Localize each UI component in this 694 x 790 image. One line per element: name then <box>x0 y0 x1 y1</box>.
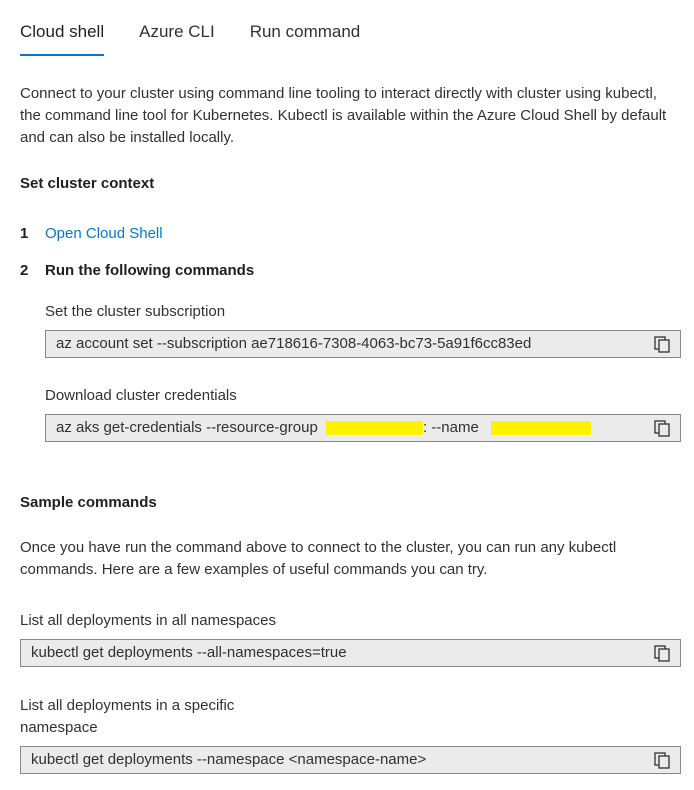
credentials-command-part2: --name <box>431 419 479 436</box>
copy-icon[interactable] <box>654 645 670 662</box>
tab-bar <box>20 22 395 56</box>
tab-azure-cli[interactable]: Azure CLI <box>139 22 215 41</box>
credentials-command-box: az aks get-credentials --resource-group : --name <box>45 414 681 442</box>
tab-cloud-shell[interactable]: Cloud shell <box>20 22 104 56</box>
subscription-label: Set the cluster subscription <box>45 303 226 320</box>
sample-1-command-box <box>20 639 681 667</box>
copy-icon[interactable] <box>654 752 670 769</box>
redacted-resource-group <box>326 421 423 435</box>
tab-run-command[interactable]: Run command <box>249 22 361 41</box>
set-cluster-context-heading: Set cluster context <box>20 175 155 192</box>
step-2-title: Run the following commands <box>45 262 255 279</box>
intro-text: Connect to your cluster using command line tooling to interact directly with cluster using kubectl, the command line tool for Kubernetes. Kubectl is available within the Azure Cloud Shell by default and can also be installed locally. <box>20 85 667 146</box>
open-cloud-shell-link[interactable]: Open Cloud Shell <box>45 225 163 242</box>
copy-icon[interactable] <box>654 336 670 353</box>
sample-commands-heading: Sample commands <box>20 494 157 511</box>
credentials-command-part1: az aks get-credentials --resource-group <box>56 419 318 436</box>
copy-icon[interactable] <box>654 420 670 437</box>
step-2-number: 2 <box>20 262 29 279</box>
sample-1-label: List all deployments in all namespaces <box>20 612 276 629</box>
subscription-command: az account set --subscription ae718616-7308-4063-bc73-5a91f6cc83ed <box>56 335 532 352</box>
sample-1-command: kubectl get deployments --all-namespaces=true <box>31 644 347 661</box>
sample-2-command-box <box>20 746 681 774</box>
subscription-command-box <box>45 330 681 358</box>
credentials-label: Download cluster credentials <box>45 387 237 404</box>
redacted-cluster-name <box>491 421 591 435</box>
sample-2-label: List all deployments in a specific namespace <box>20 697 235 736</box>
step-1-number: 1 <box>20 225 29 242</box>
sample-commands-intro: Once you have run the command above to connect to the cluster, you can run any kubectl commands. Here are a few examples of useful commands you can try. <box>20 539 617 578</box>
sample-2-command: kubectl get deployments --namespace <namespace-name> <box>31 751 427 768</box>
